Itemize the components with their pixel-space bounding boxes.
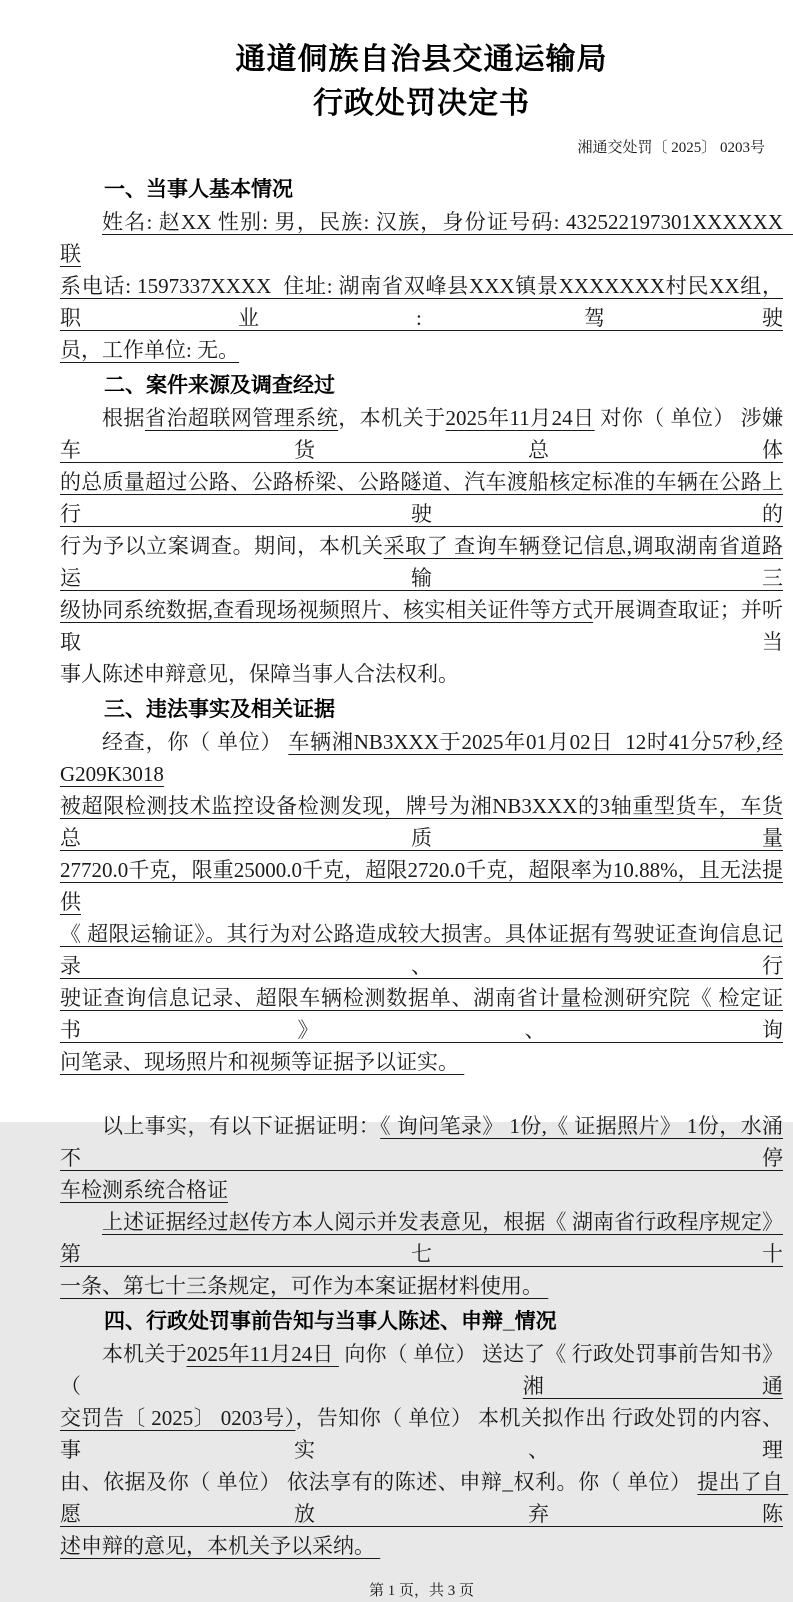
template-text: ，告知你（ 单位） 本机关拟作出 行政处罚的内容、事实、理 [60, 1406, 784, 1462]
filled-blank-text: 车货总体 [60, 438, 783, 462]
filled-blank-text: 的总质量超过公路、公路桥梁、公路隧道、汽车渡船核定标准的车辆在公路上行驶的 [60, 470, 783, 526]
document-line [60, 334, 783, 366]
template-text: 行为予以立案调查。期间，本机关 [60, 534, 384, 558]
document-line [60, 1046, 783, 1078]
blank-line [60, 1078, 783, 1110]
filled-blank-text: 被超限检测技术监控设备检测发现，牌号为湘NB3XXX的3轴重型货车，车货总质量 [60, 794, 783, 850]
template-text: ，本机关于 [338, 406, 446, 430]
filled-blank-text: 《 超限运输证》。其行为对公路造成较大损害。具体证据有驾驶证查询信息记录、行 [60, 922, 783, 978]
filled-blank-text: 2025年11月24日 [186, 1342, 339, 1366]
filled-blank-text: 姓名: 赵XX 性别: 男，民族: 汉族，身份证号码: 432522197301XXXXXX 联 [60, 210, 793, 266]
document-line [60, 530, 783, 594]
document-line [60, 1270, 783, 1302]
template-text: 由、依据及你（ 单位） 依法享有的陈述、申辩_权利。你（ 单位） [60, 1470, 698, 1494]
filled-blank-text: 采取了 查询车辆登记信息,调取湖南省道路运输三 [60, 534, 784, 590]
filled-blank-text: 省治超联网管理系统 [144, 406, 339, 430]
filled-blank-text: 车辆湘NB3XXX于2025年01月02日 12时41分57秒,经G209K3018 [60, 730, 783, 786]
document-line [60, 790, 783, 854]
filled-blank-text: 提出了自 愿放弃陈 [60, 1470, 789, 1526]
document-body [60, 174, 793, 1562]
page-title-line1: 通道侗族自治县交通运输局 [235, 43, 608, 76]
document-line [60, 1110, 783, 1174]
filled-blank-text: 系电话: 1597337XXXX 住址: 湖南省双峰县XXX镇景XXXXXXX村民XX组，职业: 驾驶 [60, 274, 783, 330]
document-line [60, 1206, 783, 1270]
document-line [60, 1174, 783, 1206]
document-line [60, 402, 783, 466]
document-line [60, 466, 783, 530]
filled-blank-text: 员，工作单位: 无。 [60, 338, 240, 362]
doc-number: 湘通交处罚〔 2025〕 0203号 [577, 140, 765, 156]
document-line [60, 206, 793, 270]
document-line [60, 982, 783, 1046]
template-text: 向你（ 单位） 送达了《 行政处罚事前告知书》（ [60, 1342, 783, 1398]
page-footer: 第 1 页，共 3 页 [368, 1583, 474, 1599]
section-heading: 四、行政处罚事前告知与当事人陈述、申辩_情况 [104, 1310, 557, 1333]
document-line [60, 594, 783, 658]
document-line [60, 1402, 783, 1466]
template-text: 以上事实，有以下证据证明： [102, 1114, 381, 1138]
filled-blank-text: 车检测系统合格证 [60, 1178, 228, 1202]
template-text: 根据 [102, 406, 145, 430]
document-line [60, 854, 783, 918]
document-line [60, 726, 783, 790]
filled-blank-text: 问笔录、现场照片和视频等证据予以证实。 [60, 1050, 465, 1074]
template-text: 本机关于 [102, 1342, 187, 1366]
filled-blank-text: 级协同系统数据,查看现场视频照片、核实相关证件等方式 [60, 598, 594, 622]
filled-blank-text: 《 询问笔录》 1份,《 证据照片》 1份，水涌不停 [60, 1114, 784, 1170]
document-line [60, 1466, 789, 1530]
filled-blank-text: 上述证据经过赵传方本人阅示并发表意见，根据《 湖南省行政程序规定》第七十 [60, 1210, 783, 1266]
page-title-line2: 行政处罚决定书 [313, 87, 530, 120]
template-text: 开展调查取证；并听取当 [60, 598, 784, 654]
filled-blank-text: 交罚告〔 2025〕 0203号） [60, 1406, 296, 1430]
template-text: 对你（ 单位） 涉嫌 [594, 406, 784, 430]
document-line [60, 270, 783, 334]
section-heading: 三、违法事实及相关证据 [104, 698, 335, 721]
filled-blank-text: 述申辩的意见，本机关予以采纳。 [60, 1534, 381, 1558]
filled-blank-text: 2025年11月24日 [445, 406, 595, 430]
section-heading: 一、当事人基本情况 [104, 178, 293, 201]
section-heading: 二、案件来源及调查经过 [104, 374, 335, 397]
filled-blank-text: 27720.0千克，限重25000.0千克，超限2720.0千克，超限率为10.88%，且无法提供 [60, 858, 783, 914]
filled-blank-text: 湘通 [522, 1374, 783, 1398]
template-text: 事人陈述申辩意见，保障当事人合法权利。 [60, 662, 459, 686]
document-line [60, 1338, 783, 1402]
document-line [60, 658, 783, 690]
filled-blank-text: 驶证查询信息记录、超限车辆检测数据单、湖南省计量检测研究院《 检定证书》、询 [60, 986, 783, 1042]
document-line [60, 1530, 783, 1562]
template-text: 经查，你（ 单位） [102, 730, 289, 754]
filled-blank-text: 一条、第七十三条规定，可作为本案证据材料使用。 [60, 1274, 549, 1298]
document-line [60, 918, 783, 982]
